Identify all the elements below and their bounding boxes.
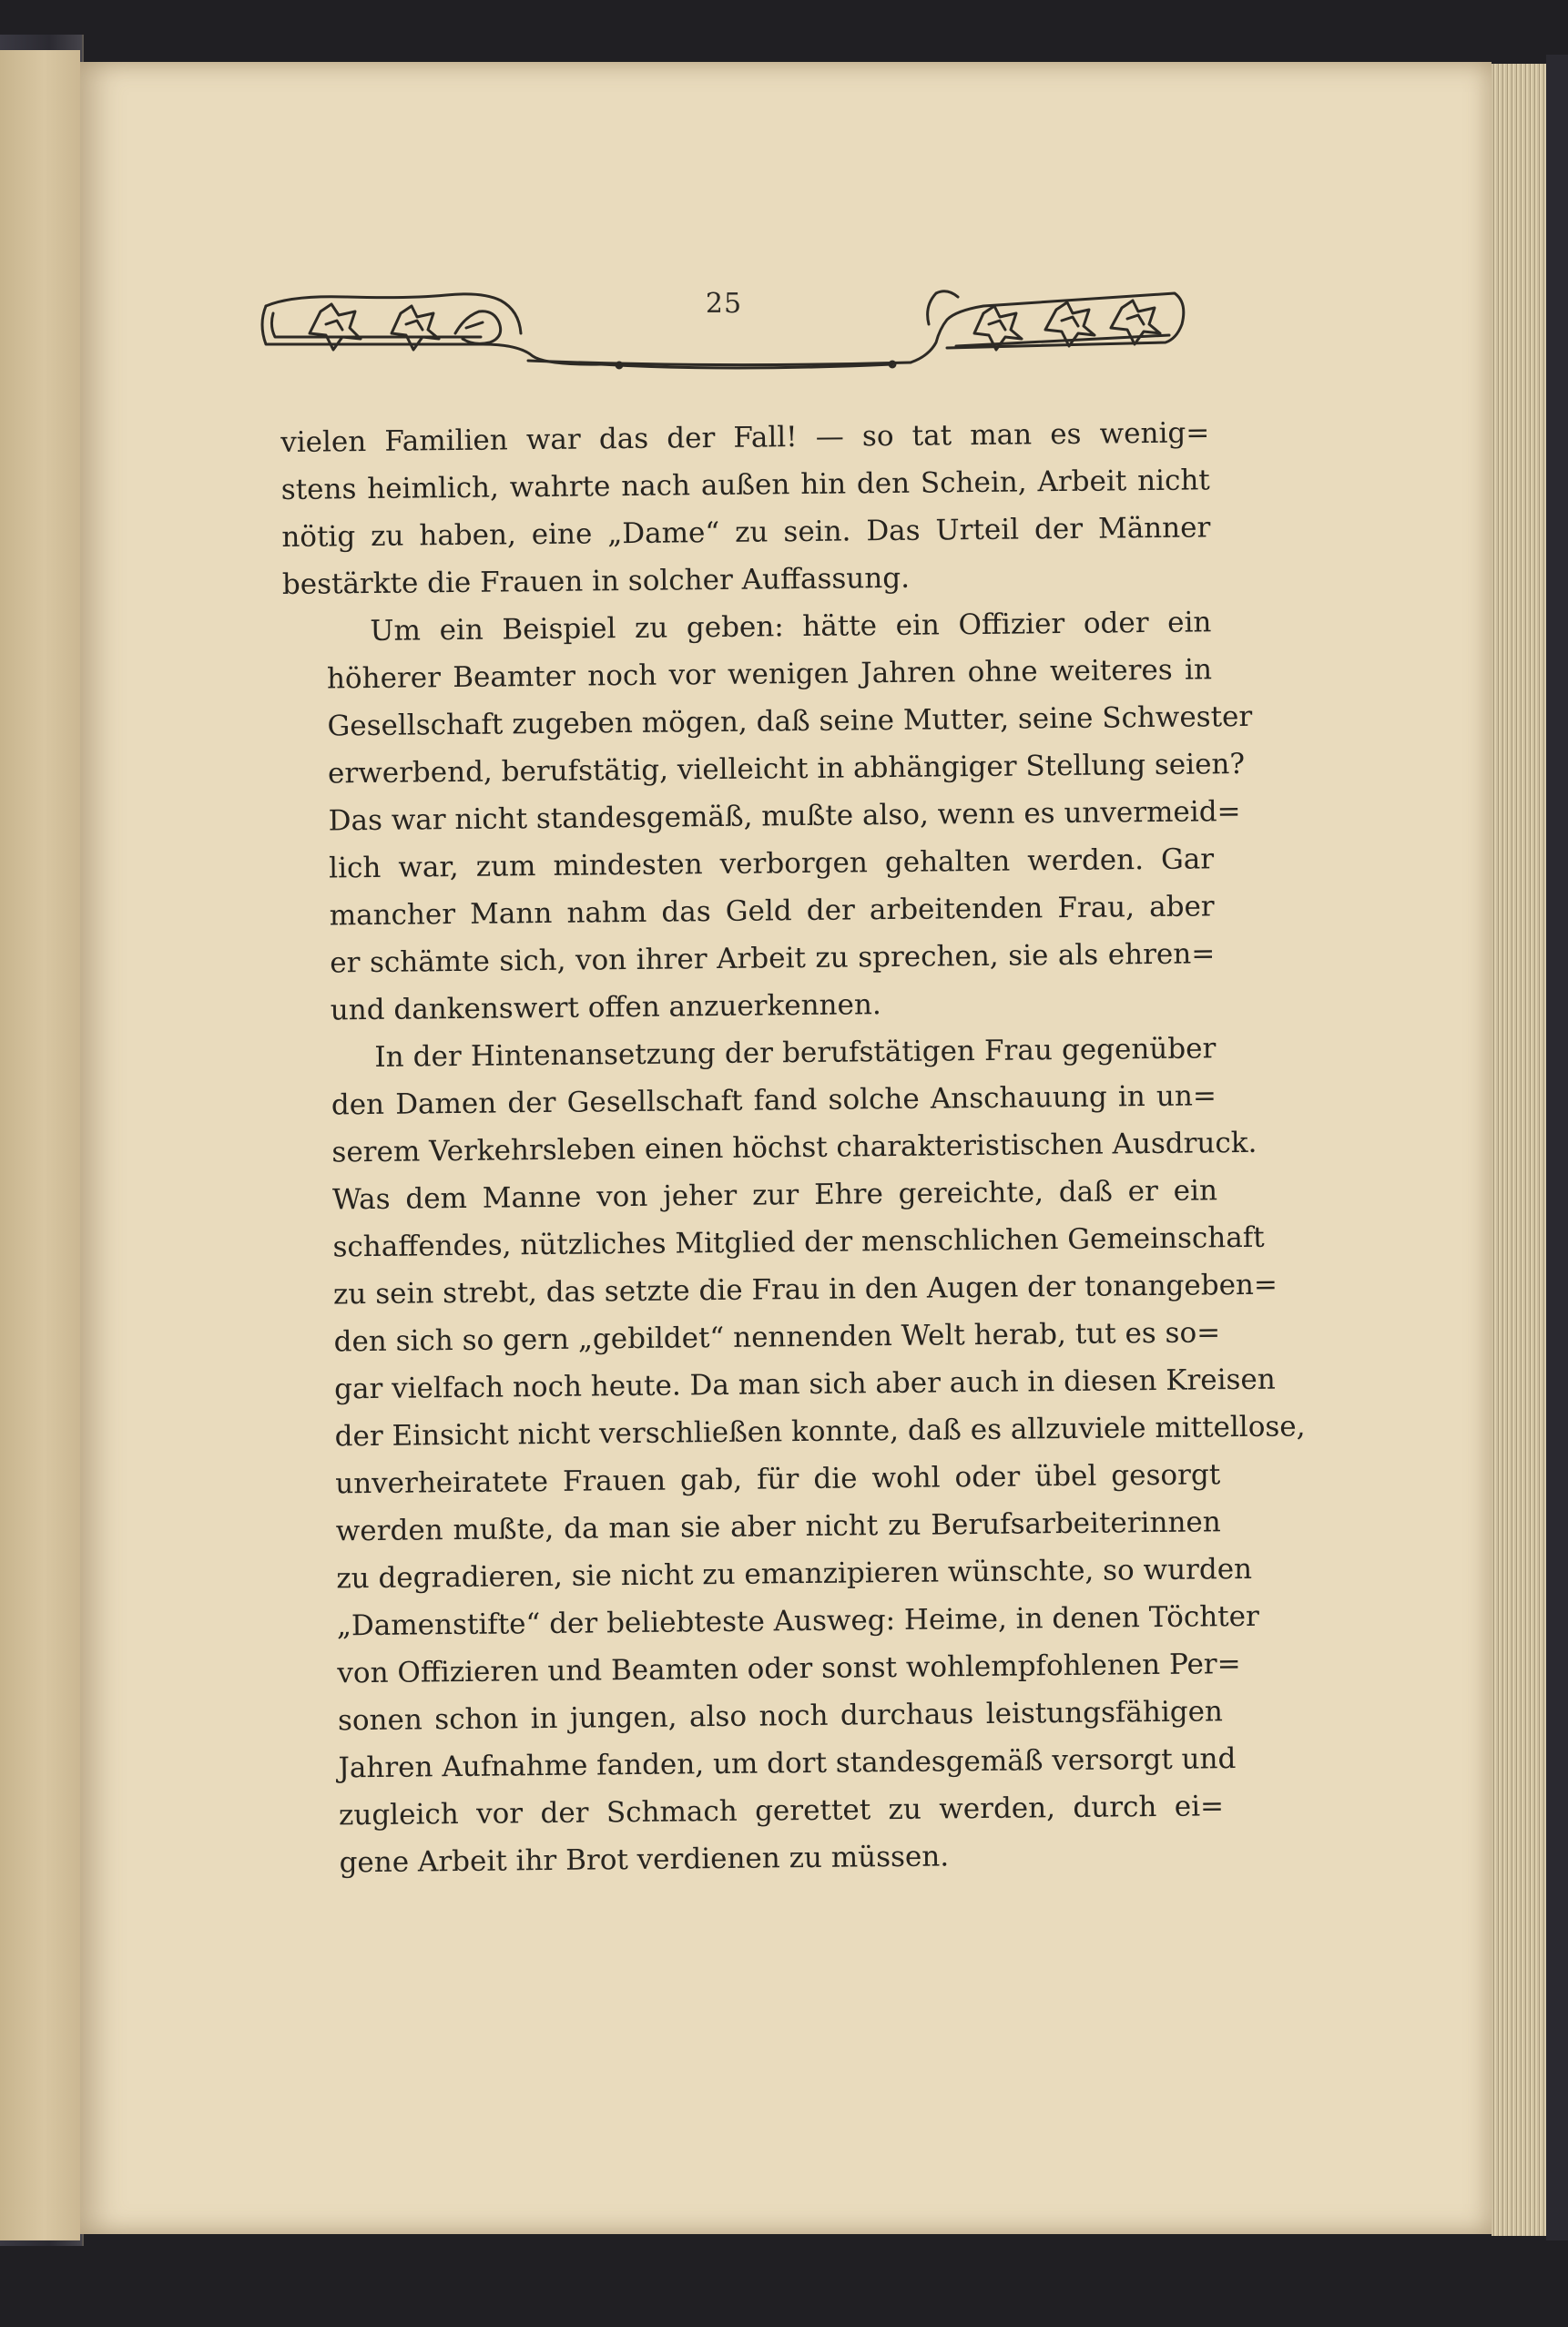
text-line: serem Verkehrsleben einen höchst charakteristischen Ausdruck. — [331, 1126, 1257, 1169]
text-line: In der Hintenansetzung der berufstätigen Frau gegenüber — [374, 1032, 1217, 1074]
text-line: den sich so gern „gebildet“ nennenden Welt herab, tut es so= — [333, 1316, 1221, 1359]
text-line: gar vielfach noch heute. Da man sich aber auch in diesen Kreisen — [333, 1363, 1276, 1406]
text-line: unverheiratete Frauen gab, für die wohl oder übel gesorgt — [335, 1458, 1221, 1501]
text-line: bestärkte die Frauen in solcher Auffassung. — [281, 561, 911, 601]
text-line: den Damen der Gesellschaft fand solche Anschauung in un= — [331, 1079, 1217, 1122]
text-line: sonen schon in jungen, also noch durchaus leistungsfähigen — [337, 1695, 1224, 1738]
ivy-ornament-icon — [255, 270, 1193, 383]
page-number: 25 — [705, 288, 743, 320]
text-line: lich war, zum mindesten verborgen gehalten werden. Gar — [328, 842, 1215, 885]
paragraph — [287, 1025, 1306, 1887]
paragraph — [282, 598, 1253, 1035]
text-line: werden mußte, da man sie aber nicht zu Berufsarbeiterinnen — [335, 1505, 1221, 1548]
text-line: höherer Beamter noch vor wenigen Jahren ohne weiteres in — [326, 653, 1213, 696]
text-line: von Offizieren und Beamten oder sonst wohlempfohlenen Per= — [337, 1648, 1241, 1690]
text-line: gene Arbeit ihr Brot verdienen zu müssen. — [339, 1840, 950, 1880]
page-header-ornament — [255, 270, 1193, 383]
text-line: Gesellschaft zugeben mögen, daß seine Mutter, seine Schwester — [327, 699, 1253, 743]
text-line: zugleich vor der Schmach gerettet zu werden, durch ei= — [338, 1790, 1225, 1832]
text-line: nötig zu haben, eine „Dame“ zu sein. Das Urteil der Männer — [281, 511, 1211, 554]
text-line: „Damenstifte“ der beliebteste Ausweg: Heime, in denen Töchter — [336, 1599, 1260, 1643]
text-line: Das war nicht standesgemäß, mußte also, wenn es unvermeid= — [328, 794, 1241, 838]
text-line: und dankenswert offen anzuerkennen. — [330, 988, 881, 1027]
text-line: mancher Mann nahm das Geld der arbeitenden Frau, aber — [329, 890, 1215, 933]
page-edges — [1492, 64, 1546, 2236]
left-page-edge — [0, 50, 80, 2240]
body-text — [280, 409, 1306, 1887]
text-line: stens heimlich, wahrte nach außen hin den Schein, Arbeit nicht — [280, 464, 1210, 506]
text-line: vielen Familien war das der Fall! — so tat man es wenig= — [280, 416, 1210, 459]
text-line: Um ein Beispiel zu geben: hätte ein Offizier oder ein — [370, 606, 1212, 648]
text-line: zu sein strebt, das setzte die Frau in den Augen der tonangeben= — [332, 1268, 1278, 1311]
book-cover-right — [1546, 55, 1568, 2240]
text-line: schaffendes, nützliches Mitglied der menschlichen Gemeinschaft — [332, 1220, 1265, 1264]
text-line: er schämte sich, von ihrer Arbeit zu sprechen, sie als ehren= — [330, 937, 1216, 980]
text-line: erwerbend, berufstätig, vielleicht in abhängiger Stellung seien? — [327, 747, 1246, 791]
text-line: Was dem Manne von jeher zur Ehre gereichte, daß er ein — [331, 1174, 1218, 1217]
paragraph — [280, 409, 1211, 608]
text-line: Jahren Aufnahme fanden, um dort standesgemäß versorgt und — [338, 1742, 1237, 1785]
text-line: der Einsicht nicht verschließen konnte, daß es allzuviele mittellose, — [334, 1410, 1306, 1454]
text-line: zu degradieren, sie nicht zu emanzipieren wünschte, so wurden — [336, 1552, 1253, 1596]
